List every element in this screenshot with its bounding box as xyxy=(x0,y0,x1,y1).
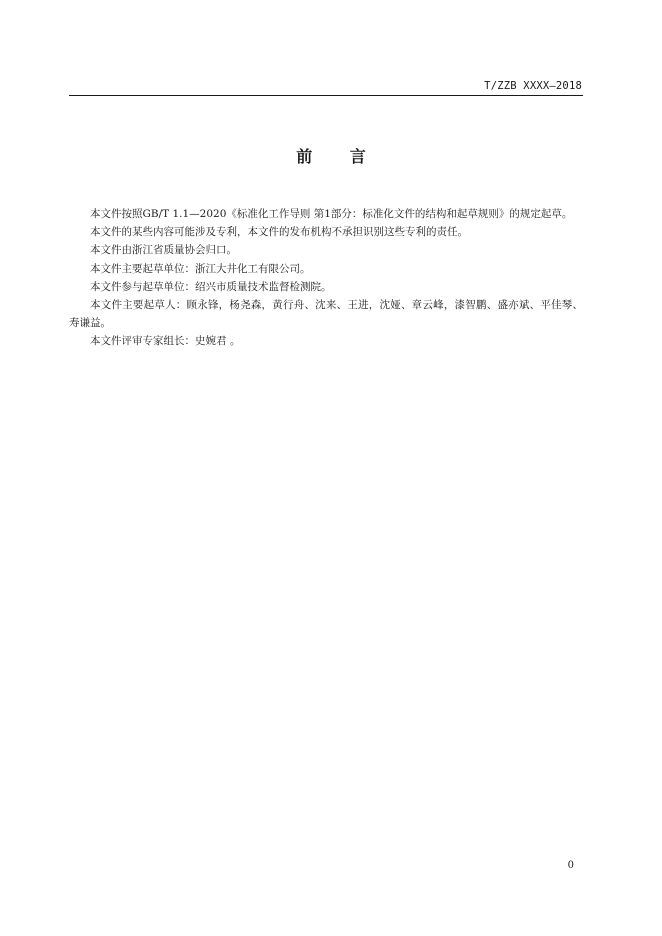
document-code: T/ZZB XXXX—2018 xyxy=(484,80,582,92)
paragraph-centralized-by: 本文件由浙江省质量协会归口。 xyxy=(90,244,237,257)
paragraph-participating-unit: 本文件参与起草单位：绍兴市质量技术监督检测院。 xyxy=(90,280,332,293)
foreword-body xyxy=(69,205,583,351)
page-title: 前 言 xyxy=(296,147,382,166)
page-number: 0 xyxy=(567,860,574,871)
header-rule xyxy=(69,95,583,96)
paragraph-main-drafting-unit: 本文件主要起草单位：浙江大井化工有限公司。 xyxy=(90,262,311,275)
paragraph-drafting-rules: 本文件按照GB/T 1.1—2020《标准化工作导则 第1部分：标准化文件的结构和起草规则》的规定起草。 xyxy=(90,208,573,220)
paragraph-patent-notice: 本文件的某些内容可能涉及专利，本文件的发布机构不承担识别这些专利的责任。 xyxy=(90,226,468,239)
paragraph-main-drafters: 本文件主要起草人：顾永锋，杨尧森，黄行舟、沈来、王进，沈娅、章云峰，漆智鹏、盛亦斌、平佳琴、寿谦益。 xyxy=(69,299,583,330)
paragraph-review-leader: 本文件评审专家组长：史婉君 。 xyxy=(90,335,241,348)
